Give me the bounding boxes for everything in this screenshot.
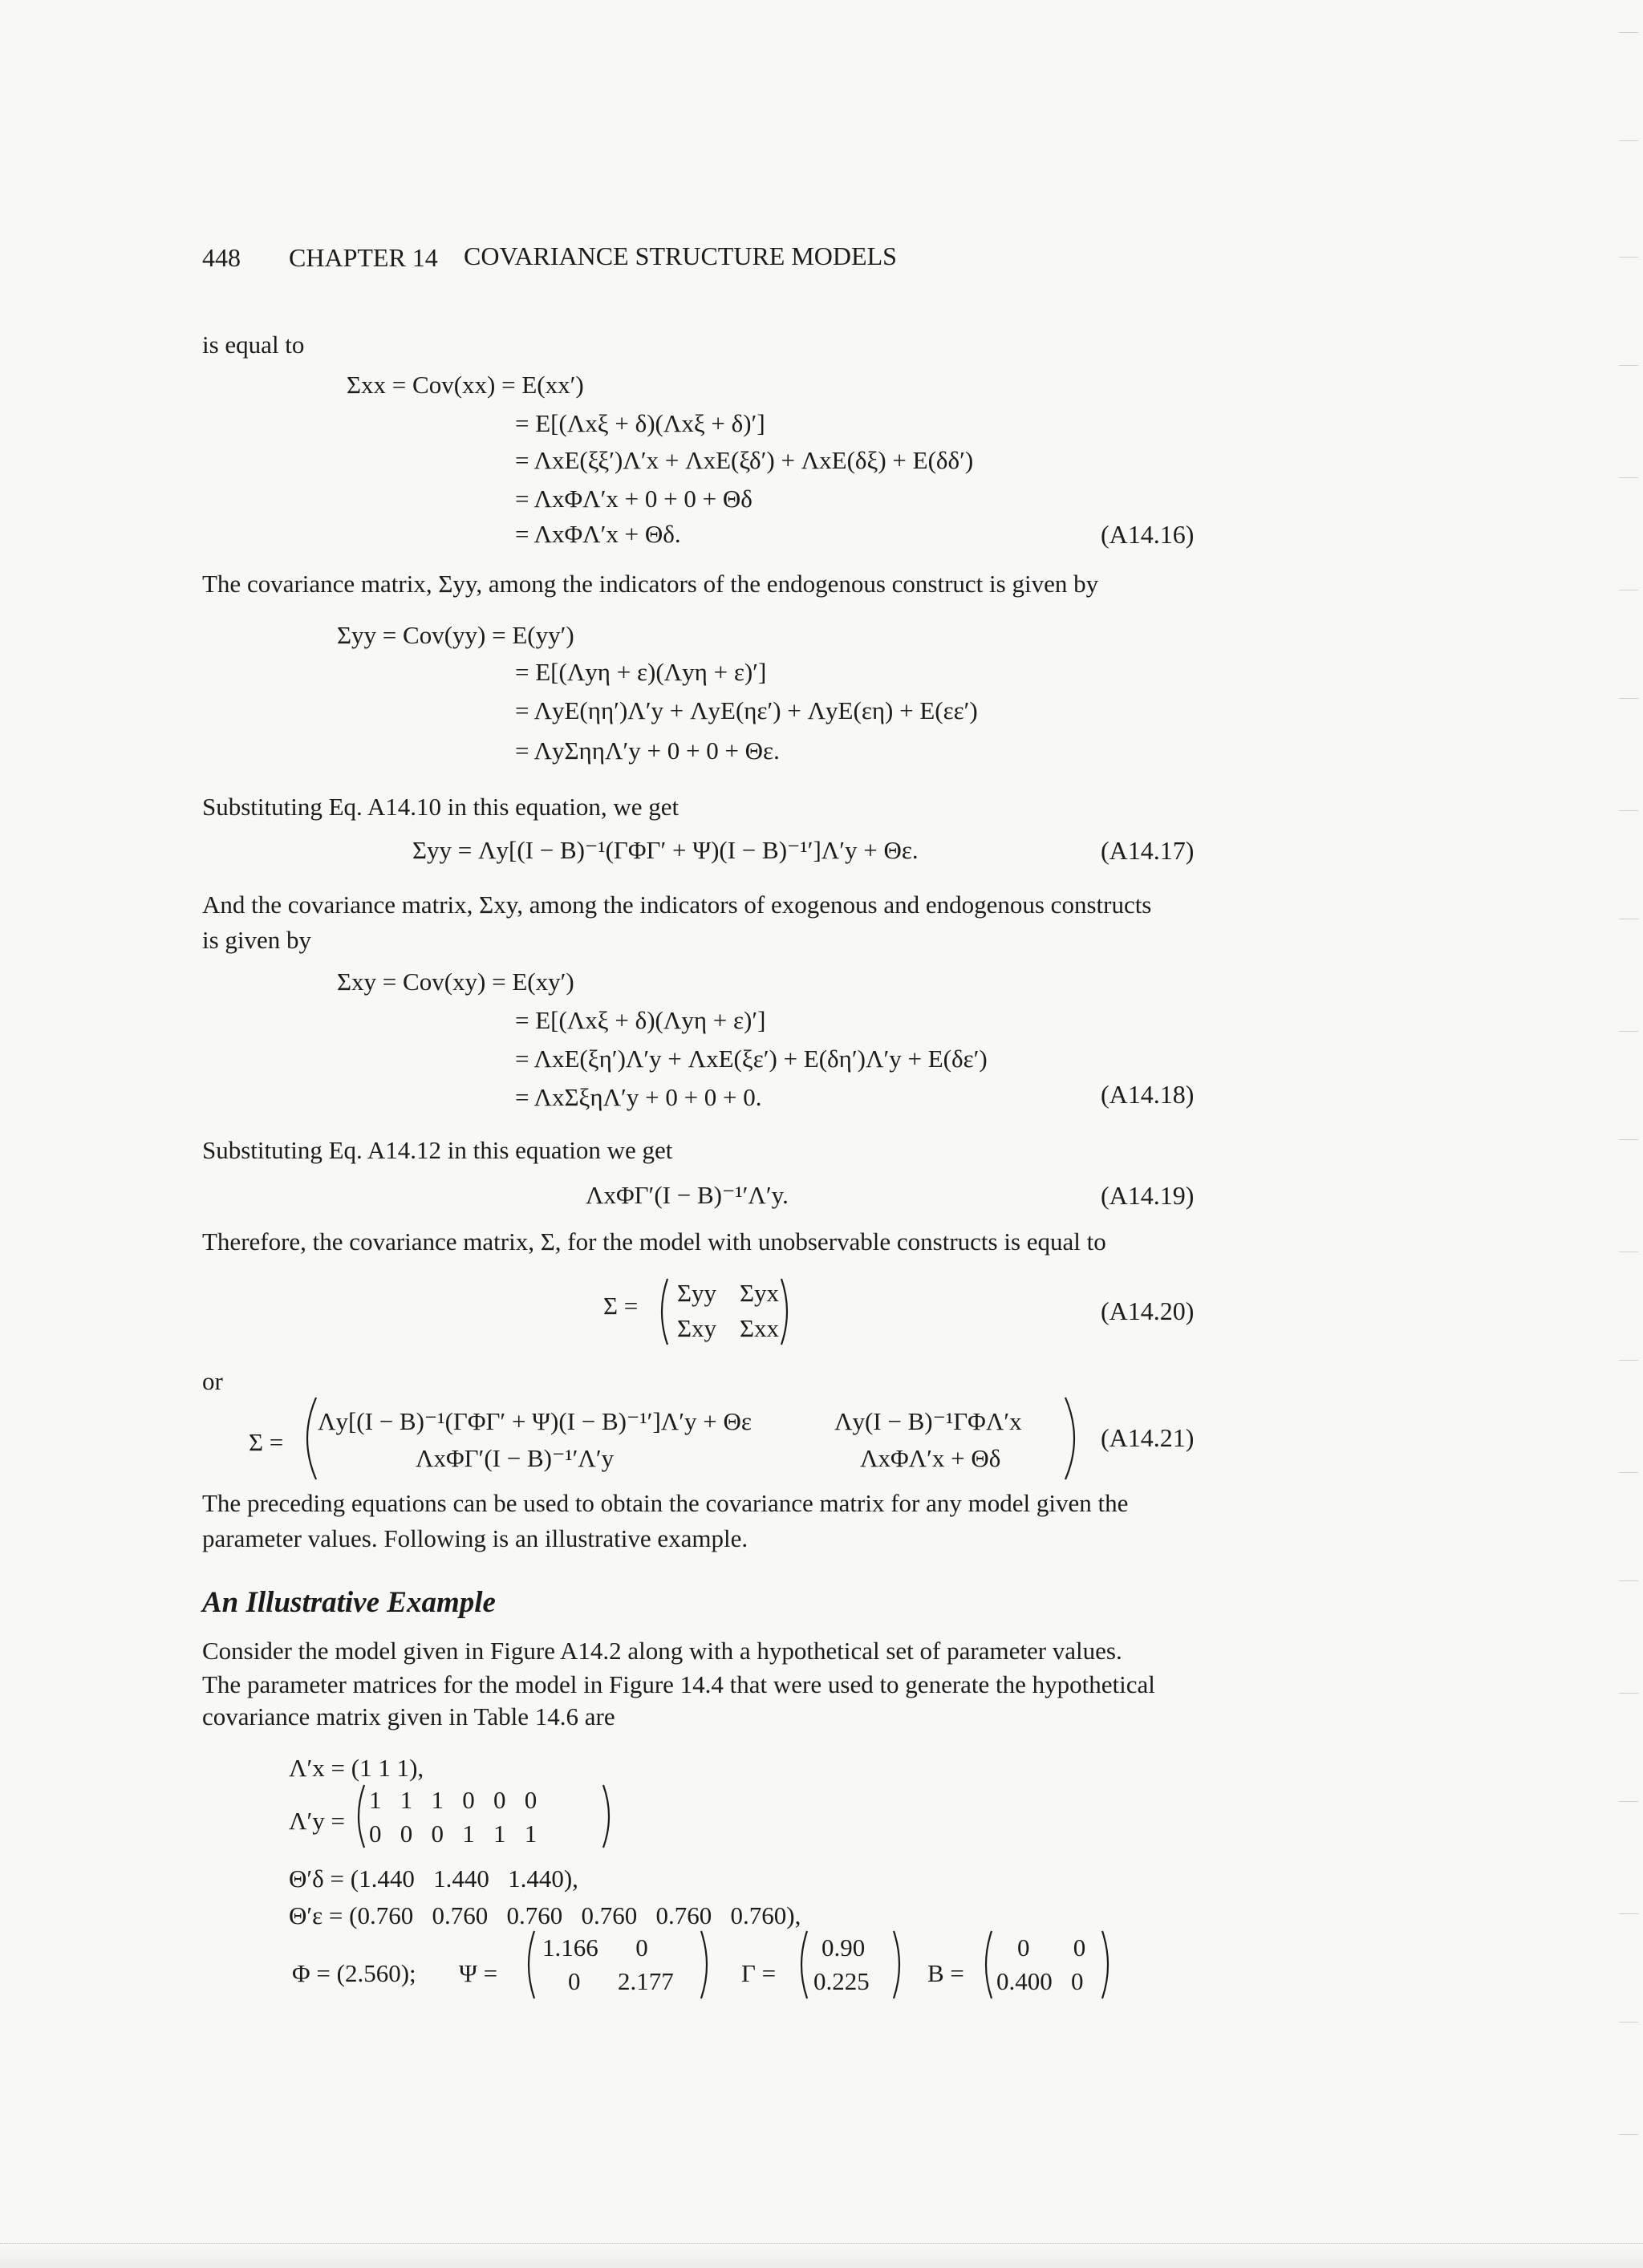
paragraph-text: Therefore, the covariance matrix, Σ, for the model with unobservable constructs is equal to: [202, 1227, 1106, 1256]
chapter-title: COVARIANCE STRUCTURE MODELS: [464, 241, 897, 270]
param-gamma-label: Γ =: [741, 1959, 777, 1987]
scan-mark: [1619, 477, 1638, 478]
equation-number: (A14.18): [1101, 1080, 1195, 1109]
paragraph-text: The parameter matrices for the model in Figure 14.4 that were used to generate the hypothetical: [202, 1670, 1155, 1698]
equation-line: = E[(Λxξ + δ)(Λxξ + δ)′]: [515, 409, 765, 437]
scan-mark: [1619, 2022, 1638, 2023]
equation-line: = ΛxΣξηΛ′y + 0 + 0 + 0.: [515, 1083, 762, 1111]
section-heading: An Illustrative Example: [202, 1586, 496, 1619]
equation-line: Σxy = Cov(xy) = E(xy′): [337, 968, 574, 996]
paragraph-text: The covariance matrix, Σyy, among the indicators of the endogenous construct is given by: [202, 570, 1099, 598]
matrix-row: 1 1 1 0 0 0: [369, 1786, 538, 1814]
matrix-cell: Λy[(I − B)⁻¹(ΓΦΓ′ + Ψ)(I − B)⁻¹′]Λ′y + Θε: [318, 1407, 752, 1435]
equation-number: (A14.21): [1101, 1423, 1195, 1452]
scan-mark: [1619, 2134, 1638, 2135]
matrix-cell: ΛxΦΛ′x + Θδ: [860, 1444, 1001, 1472]
matrix-row: 0.225: [813, 1967, 870, 1995]
matrix-row: 0.400 0: [996, 1967, 1084, 1995]
equation-number: (A14.16): [1101, 520, 1195, 549]
paragraph-text: The preceding equations can be used to obtain the covariance matrix for any model given the: [202, 1489, 1129, 1517]
scan-mark: [1619, 1031, 1638, 1032]
equation-line: = ΛxΦΛ′x + Θδ.: [515, 520, 681, 548]
matrix-cell: Λy(I − B)⁻¹ΓΦΛ′x: [834, 1407, 1022, 1435]
equation-line: = ΛxE(ξξ′)Λ′x + ΛxE(ξδ′) + ΛxE(δξ) + E(δδ′): [515, 446, 974, 474]
matrix-row: 0 2.177: [568, 1967, 674, 1995]
paragraph-text: Consider the model given in Figure A14.2 along with a hypothetical set of parameter values.: [202, 1637, 1122, 1665]
matrix-cell: ΛxΦΓ′(I − B)⁻¹′Λ′y: [416, 1444, 615, 1472]
equation-lhs: Σ =: [249, 1428, 284, 1456]
equation-number: (A14.19): [1101, 1181, 1195, 1210]
paragraph-text: And the covariance matrix, Σxy, among the indicators of exogenous and endogenous constructs: [202, 891, 1152, 919]
param-theta-delta: Θ′δ = (1.440 1.440 1.440),: [289, 1864, 578, 1893]
scan-mark: [1619, 698, 1638, 699]
paragraph-text: or: [202, 1367, 223, 1395]
param-phi: Φ = (2.560);: [292, 1959, 416, 1987]
matrix-cell: Σxy: [677, 1314, 717, 1342]
scan-mark: [1619, 140, 1638, 141]
equation-line: Σyy = Cov(yy) = E(yy′): [337, 621, 574, 649]
scan-mark: [1619, 1913, 1638, 1914]
scan-mark: [1619, 1139, 1638, 1140]
paragraph-text: covariance matrix given in Table 14.6 are: [202, 1702, 615, 1730]
equation-line: = ΛxΦΛ′x + 0 + 0 + Θδ: [515, 485, 753, 513]
equation-line: = ΛxE(ξη′)Λ′y + ΛxE(ξε′) + E(δη′)Λ′y + E(δε′): [515, 1045, 988, 1073]
page-number: 448: [202, 243, 241, 272]
scan-mark: [1619, 810, 1638, 811]
param-lambda-y-label: Λ′y =: [289, 1807, 345, 1835]
matrix-cell: Σyy: [677, 1279, 717, 1307]
param-lambda-x: Λ′x = (1 1 1),: [289, 1754, 424, 1782]
equation-lhs: Σ =: [603, 1292, 639, 1320]
matrix-row: 0.90: [822, 1933, 866, 1962]
param-theta-epsilon: Θ′ε = (0.760 0.760 0.760 0.760 0.760 0.760),: [289, 1901, 801, 1929]
scan-mark: [1619, 32, 1638, 33]
equation-line: = E[(Λxξ + δ)(Λyη + ε)′]: [515, 1006, 766, 1034]
paragraph-text: Substituting Eq. A14.10 in this equation, we get: [202, 793, 680, 821]
matrix-row: 1.166 0: [542, 1933, 648, 1962]
scan-mark: [1619, 257, 1638, 258]
equation-line: ΛxΦΓ′(I − B)⁻¹′Λ′y.: [586, 1181, 789, 1209]
scan-bottom-edge: [0, 2243, 1643, 2268]
chapter-label: CHAPTER 14: [289, 243, 438, 272]
equation-line: Σyy = Λy[(I − B)⁻¹(ΓΦΓ′ + Ψ)(I − B)⁻¹′]Λ′y + Θε.: [412, 836, 919, 864]
matrix-cell: Σxx: [740, 1314, 780, 1342]
scan-mark: [1619, 1360, 1638, 1361]
scan-mark: [1619, 1472, 1638, 1473]
param-psi-label: Ψ =: [459, 1959, 498, 1987]
matrix-row: 0 0: [1017, 1933, 1086, 1962]
equation-line: = ΛyΣηηΛ′y + 0 + 0 + Θε.: [515, 736, 780, 765]
equation-line: Σxx = Cov(xx) = E(xx′): [347, 371, 584, 399]
scan-mark: [1619, 1693, 1638, 1694]
equation-number: (A14.17): [1101, 836, 1195, 865]
matrix-cell: Σyx: [740, 1279, 780, 1307]
paragraph-text: Substituting Eq. A14.12 in this equation we get: [202, 1136, 673, 1164]
paragraph-text: is given by: [202, 926, 312, 954]
scan-mark: [1619, 1801, 1638, 1802]
equation-number: (A14.20): [1101, 1296, 1195, 1325]
equation-line: = ΛyE(ηη′)Λ′y + ΛyE(ηε′) + ΛyE(εη) + E(εε′): [515, 696, 978, 724]
scan-mark: [1619, 1580, 1638, 1581]
scan-mark: [1619, 365, 1638, 366]
param-b-label: B =: [927, 1959, 964, 1987]
equation-line: = E[(Λyη + ε)(Λyη + ε)′]: [515, 658, 767, 686]
paragraph-text: is equal to: [202, 331, 305, 359]
matrix-row: 0 0 0 1 1 1: [369, 1820, 538, 1848]
paragraph-text: parameter values. Following is an illustrative example.: [202, 1524, 748, 1552]
